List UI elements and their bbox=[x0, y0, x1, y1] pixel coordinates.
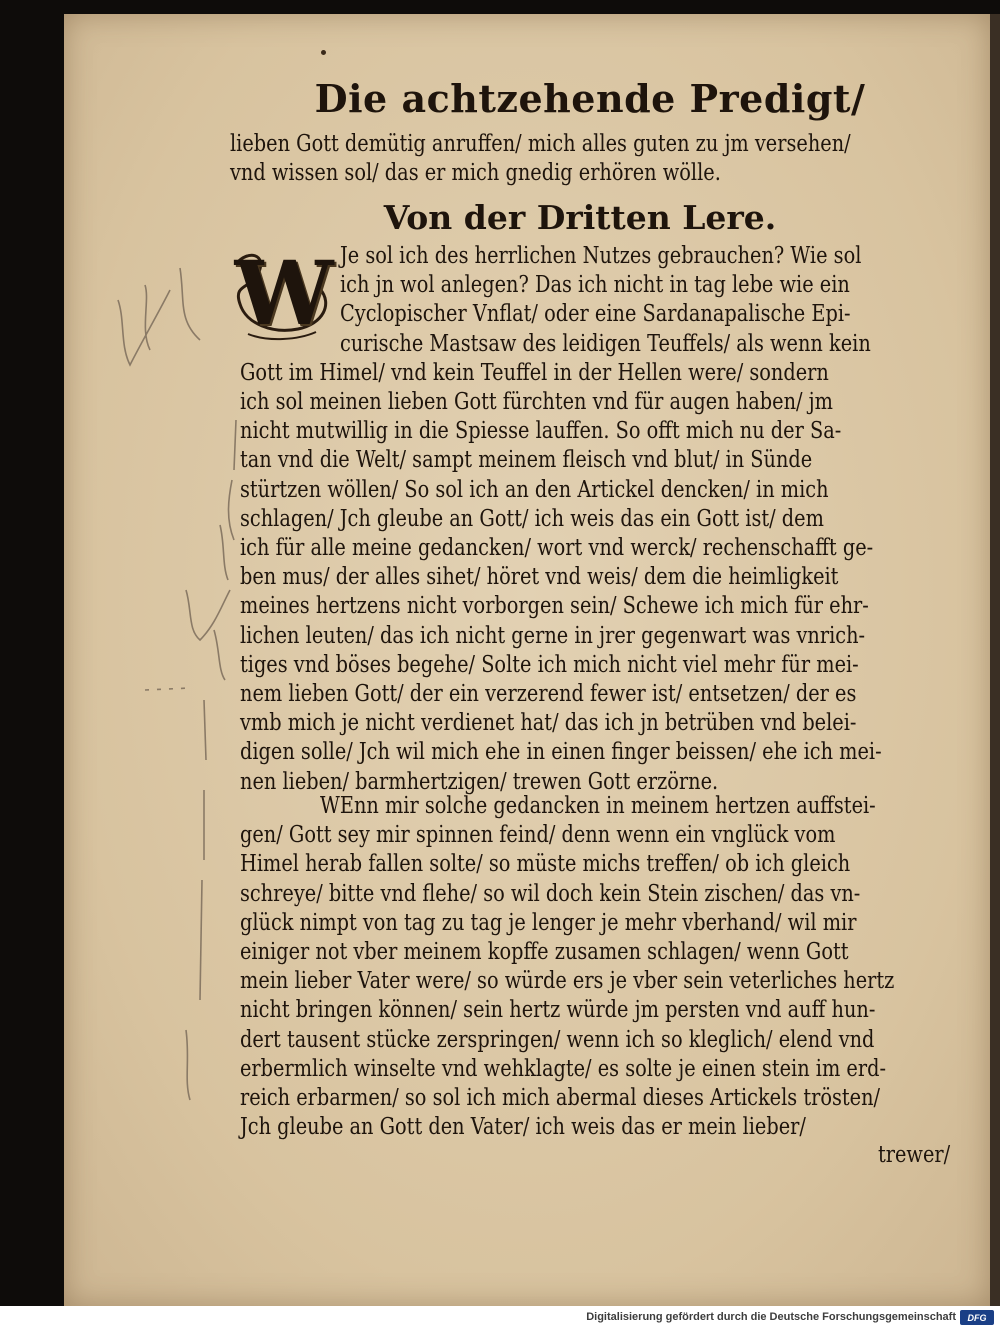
running-heading: Die achtzehende Predigt/ bbox=[314, 76, 866, 121]
text-line: WEnn mir solche gedancken in meinem hertzen auffstei- bbox=[320, 793, 876, 819]
text-line: schlagen/ Jch gleube an Gott/ ich weis das ein Gott ist/ dem bbox=[240, 505, 824, 532]
text-line: ich für alle meine gedancken/ wort vnd werck/ rechenschafft ge- bbox=[240, 535, 874, 561]
text-line: lichen leuten/ das ich nicht gerne in jrer gegenwart was vnrich- bbox=[240, 622, 866, 649]
text-line: schreye/ bitte vnd flehe/ so wil doch kein Stein zischen/ das vn- bbox=[240, 880, 861, 907]
text-line: einiger not vber meinem kopffe zusamen schlagen/ wenn Gott bbox=[240, 939, 849, 965]
text-line: glück nimpt von tag zu tag je lenger je mehr vberhand/ wil mir bbox=[240, 909, 857, 936]
intro-line: vnd wissen sol/ das er mich gnedig erhören wölle. bbox=[230, 160, 721, 186]
text-line: ich sol meinen lieben Gott fürchten vnd für augen haben/ jm bbox=[240, 389, 833, 415]
text-line: Cyclopischer Vnflat/ oder eine Sardanapalische Epi- bbox=[340, 301, 851, 328]
text-line: dert tausent stücke zerspringen/ wenn ich so kleglich/ elend vnd bbox=[240, 1026, 875, 1053]
text-line: nem lieben Gott/ der ein verzerend fewer ist/ entsetzen/ der es bbox=[240, 681, 857, 707]
text-line: Himel herab fallen solte/ so müste michs treffen/ ob ich gleich bbox=[240, 851, 851, 878]
dfg-logo: DFG bbox=[960, 1310, 994, 1325]
text-line: nen lieben/ barmhertzigen/ trewen Gott erzörne. bbox=[240, 768, 719, 795]
text-line: nicht bringen können/ sein hertz würde jm persten vnd auff hun- bbox=[240, 997, 876, 1024]
text-line: stürtzen wöllen/ So sol ich an den Artickel dencken/ in mich bbox=[240, 476, 829, 503]
text-line: Je sol ich des herrlichen Nutzes gebrauchen? Wie sol bbox=[340, 243, 862, 269]
text-line: ich jn wol anlegen? Das ich nicht in tag lebe wie ein bbox=[340, 272, 850, 299]
footer-credit: Digitalisierung gefördert durch die Deutsche Forschungsgemeinschaft bbox=[586, 1311, 956, 1323]
intro-line: lieben Gott demütig anruffen/ mich alles guten zu jm versehen/ bbox=[230, 131, 851, 157]
text-line: reich erbarmen/ so sol ich mich abermal dieses Artickels trösten/ bbox=[240, 1085, 881, 1111]
text-line: digen solle/ Jch wil mich ehe in einen finger beissen/ ehe ich mei- bbox=[240, 739, 882, 766]
ink-dot bbox=[321, 50, 326, 55]
text-line: meines hertzens nicht vorborgen sein/ Schewe ich mich für ehr- bbox=[240, 593, 869, 620]
footer-bar bbox=[0, 1306, 1000, 1330]
drop-cap-initial: W bbox=[234, 241, 334, 345]
text-line: Jch gleube an Gott den Vater/ ich weis das er mein lieber/ bbox=[240, 1114, 806, 1141]
text-line: tiges vnd böses begehe/ Solte ich mich nicht viel mehr für mei- bbox=[240, 651, 859, 678]
text-line: ben mus/ der alles sihet/ höret vnd weis/ dem die heimligkeit bbox=[240, 564, 839, 591]
text-line: vmb mich je nicht verdienet hat/ das ich jn betrüben vnd belei- bbox=[240, 710, 857, 737]
catchword: trewer/ bbox=[878, 1142, 951, 1168]
text-line: tan vnd die Welt/ sampt meinem fleisch vnd blut/ in Sünde bbox=[240, 447, 813, 474]
text-line: nicht mutwillig in die Spiesse lauffen. So offt mich nu der Sa- bbox=[240, 418, 842, 445]
text-line: Gott im Himel/ vnd kein Teuffel in der Hellen were/ sondern bbox=[240, 359, 829, 386]
text-line: mein lieber Vater were/ so würde ers je vber sein veterliches hertz bbox=[240, 968, 895, 995]
text-line: gen/ Gott sey mir spinnen feind/ denn wenn ein vnglück vom bbox=[240, 822, 836, 849]
section-title: Von der Dritten Lere. bbox=[383, 198, 777, 237]
text-line: curische Mastsaw des leidigen Teuffels/ als wenn kein bbox=[340, 330, 871, 357]
text-line: erbermlich winselte vnd wehklagte/ es solte je einen stein im erd- bbox=[240, 1055, 886, 1082]
